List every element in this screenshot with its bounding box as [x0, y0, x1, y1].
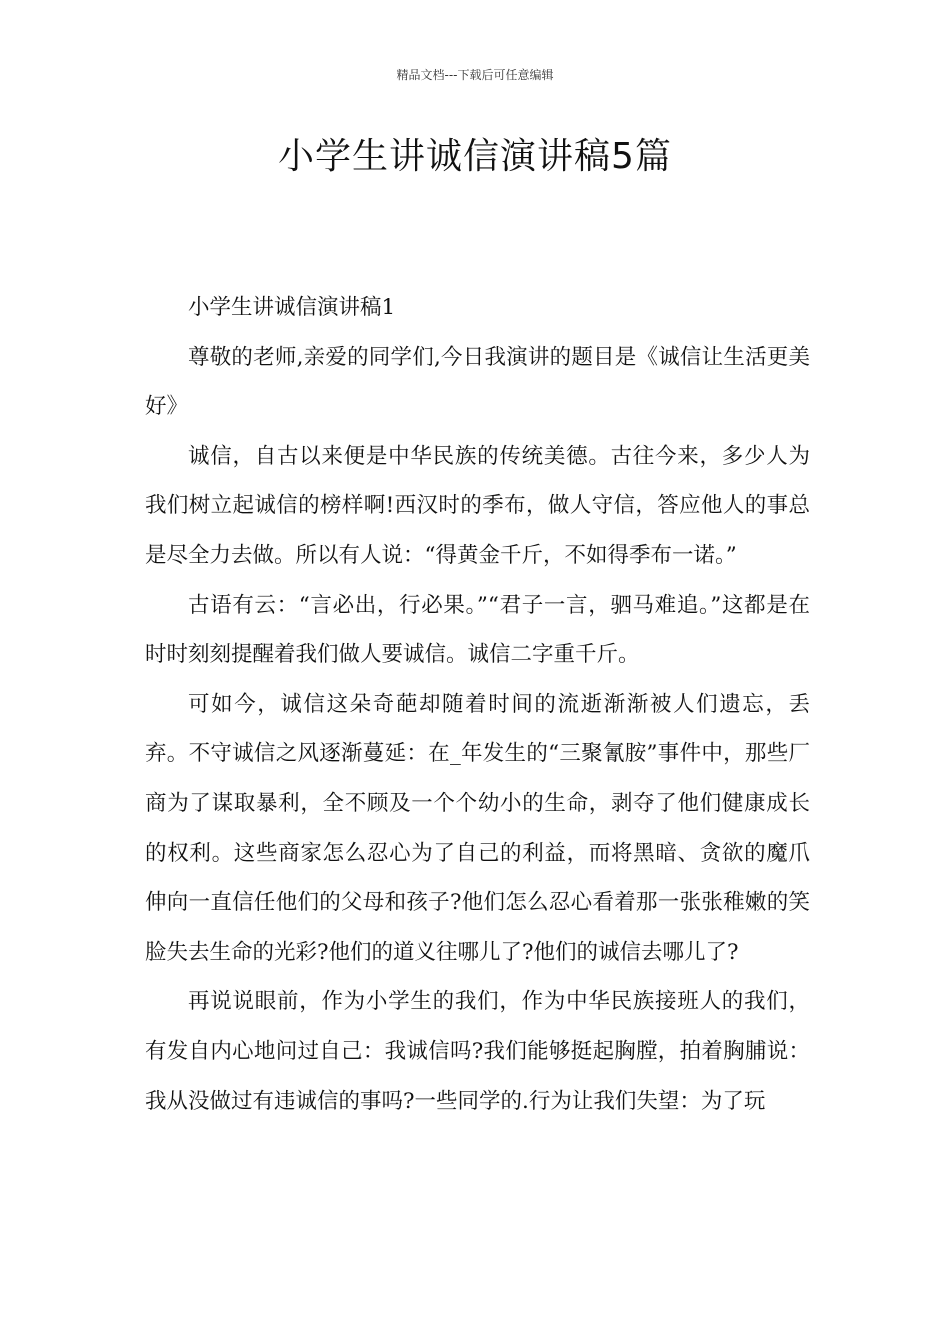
document-body: [145, 283, 810, 1126]
paragraph: 诚信，自古以来便是中华民族的传统美德。古往今来，多少人为我们树立起诚信的榜样啊!西汉时的季布，做人守信，答应他人的事总是尽全力去做。所以有人说：“得黄金千斤，不如得季布一诺。”: [145, 443, 810, 568]
section-heading: 小学生讲诚信演讲稿1: [188, 295, 396, 320]
paragraph: 尊敬的老师,亲爱的同学们,今日我演讲的题目是《诚信让生活更美好》: [145, 344, 810, 420]
document-title: 小学生讲诚信演讲稿5篇: [278, 136, 672, 177]
header-note: 精品文档---下载后可任意编辑: [396, 68, 554, 82]
paragraph: 再说说眼前，作为小学生的我们，作为中华民族接班人的我们，有发自内心地问过自己：我诚信吗?我们能够挺起胸膛，拍着胸脯说：我从没做过有违诚信的事吗?一些同学的.行为让我们失望：为了玩: [145, 989, 810, 1114]
paragraph: 可如今，诚信这朵奇葩却随着时间的流逝渐渐被人们遗忘，丢弃。不守诚信之风逐渐蔓延：在_年发生的“三聚氰胺”事件中，那些厂商为了谋取暴利，全不顾及一个个幼小的生命，剥夺了他们健康成长的权利。这些商家怎么忍心为了自己的利益，而将黑暗、贪欲的魔爪伸向一直信任他们的父母和孩子?他们怎么忍心看着那一张张稚嫩的笑脸失去生命的光彩?他们的道义往哪儿了?他们的诚信去哪儿了?: [145, 691, 810, 965]
paragraph: 古语有云：“言必出，行必果。”“君子一言，驷马难追。”这都是在时时刻刻提醒着我们做人要诚信。诚信二字重千斤。: [145, 592, 810, 668]
